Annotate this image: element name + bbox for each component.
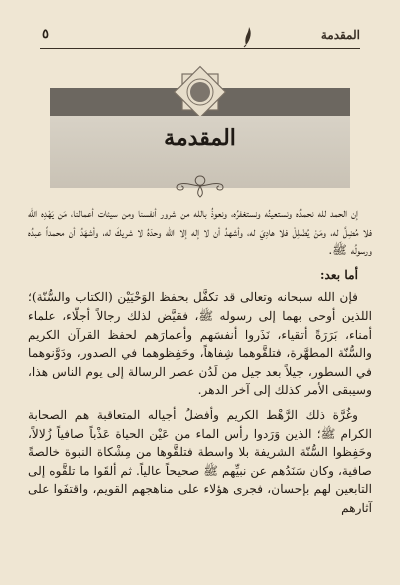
octagram-ornament-icon [170,62,230,122]
amma-baad-heading: أما بعد: [319,267,358,282]
body-text [28,204,372,518]
fleuron-ornament-icon [172,172,228,200]
quill-ornament-icon [240,26,254,48]
page-number: ٥ [42,27,49,42]
running-header-title: المقدمة [320,28,360,42]
body-paragraph: وغُرَّة ذلك الرَّهْط الكريم وأفضلُ أجياله المتعاقبة هم الصحابة الكرام ﷺ؛ الذين وَرَدوا رأس الماء من عَيْن الحياة عَذْباً صافياً زُلالاً، وحَفِظوا السُّنّة الشريفة بلا واسطة فتلقَّوها من مِشْكاة النبوة خالصةً صافية، وكان سَنَدُهم عن نبيِّهم ﷺ صحيحاً عالياً. ثم ألقَوا ما تلقَّوه إلى التابعين لهم بإحسان، فجرى هؤلاء على مناهجهم القويم، واقتفَوا على آثارهم [28,407,372,515]
body-paragraph: فإن الله سبحانه وتعالى قد تكفَّل بحفظ الوَحْيَيْن (الكتاب والسُّنّة)؛ اللذين أوحى بهما إلى رسوله ﷺ، فقيَّض لذلك رجالاً أجلّاء، علماء أمناء، بَرَرَةً أتقياء، نَذَروا أنفسَهم وأعمارَهم لحفظ القرآن الكريم والسُّنّة المطهَّرة، فتلقَّوهما شِفاهاً، وحَفِظوهما في الصدور، ودَوَّنوهما في السطور، جيلاً بعد جيل من لَدُن عصر الرسالة إلى يوم الناس هذا، وسيبقى الأمر كذلك إلى آخر الدهر. [28,290,372,398]
chapter-title: المقدمة [164,125,236,151]
running-header [40,26,360,49]
opening-paragraph: إن الحمد لله نحمدُه ونستعينُه ونستغفرُه، ونعوذُ بالله من شرور أنفسنا ومن سيئات أعمالنا، مَن يَهْدِه الله فلا مُضِلَّ له، ومَنْ يُضْلِلْ فلا هادِيَ له، وأشهدُ أن لا إله إلا الله وحدَهُ لا شريكَ له، وأشهَدُ أن محمداً عبدُه ورسولُه ﷺ. [28,206,372,258]
